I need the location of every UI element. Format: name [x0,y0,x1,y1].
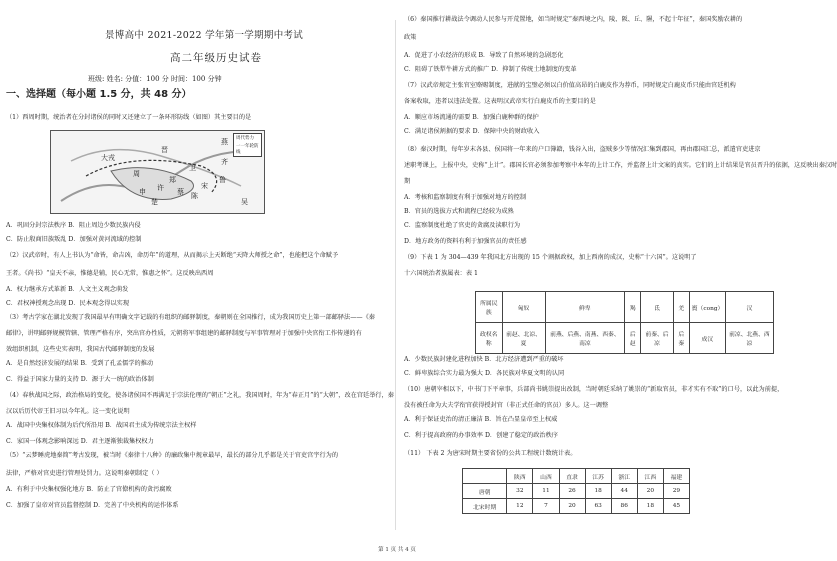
table2-row [463,499,690,514]
table2-cell: 20 [637,484,663,499]
table1-cell: 后秦 [673,323,689,354]
table1-cell: 前燕、后燕、南燕、西秦、南凉 [545,323,625,354]
question-line-q1a: A．巩固分封宗法秩序 B．阻止周边少数民族内侵 [6,222,141,229]
map-label-dayrong: 大戎 [101,154,115,162]
map-label-song: 宋 [201,182,208,190]
table2-cell: 86 [611,499,637,514]
table2-cell: 唐朝 [463,484,507,499]
question-line-q5b: 法律，严格对官吏进行管理处罚力。这说明秦朝制定（ ） [6,470,163,477]
question-line-q1: （1）西周时期，统治者在分封诸侯的同时又还建立了一条环形防线（如图）其主要目的是 [6,114,252,121]
table1-cell: 汉 [725,292,773,323]
school-title: 景博高中 2021-2022 学年第一学期期中考试 [105,30,304,41]
table2-cell: 44 [611,484,637,499]
table2-header-cell: 江苏 [585,469,611,484]
table-ethnic-regimes [475,291,774,354]
table2-cell: 29 [663,484,689,499]
question-line-q9d: C．鲜卑族综合实力最为强大 D．各民族对华夏文明的认同 [404,370,565,377]
question-line-q8e: B．官员的选拔方式和流程已经较为成熟 [404,208,514,215]
table2-cell: 7 [533,499,559,514]
question-line-q10: （10）唐朝宰相以下，中书门下平章事，兵部尚书姚崇提出改制，当时朝廷采纳了姚崇的“新取官员，非才实有不取”的口号，以此为前提， [404,386,784,393]
question-line-q4: （4）春秋战国之际，政治格局的变化，使各诸侯国不再满足于宗法伦理的“朝正”之礼，我国周时，年为“春正月”的“大朝”，改在宫廷举行，秦 [6,392,394,399]
question-line-q4c: A．战国中央集权体制为后代所沿用 B．战国君主成为传统宗法主权样 [6,422,197,429]
question-line-q4b: 汉以后历代帝王旧习以今年礼。这一变化说明 [6,408,130,415]
section-heading: 一、选择题（每小题 1.5 分，共 48 分） [6,89,192,100]
map-label-qi: 齐 [221,158,228,166]
map-label-wei: 卫 [189,164,196,172]
table2-header-cell: 陕西 [507,469,533,484]
question-line-q9c: A．少数民族封建化进程加快 B．北方经济遭到严重的破坏 [404,356,564,363]
question-line-q3e: C．得益于国家力量的支持 D．源于大一统的政治体制 [6,376,154,383]
right-column [404,0,837,540]
table1-cell: 前赵、北凉、夏 [502,323,545,354]
question-line-q8f: C．监察制度杜绝了官吏的贪腐及渎职行为 [404,222,521,229]
table2-cell: 20 [559,499,585,514]
question-line-q2: （2）汉武帝时，有人上书认为“命皆，命吉凶，命历年”的道理，从而揭示上天断绝“天降大师授之命”，也能把这个命赋予 [6,252,339,259]
exam-title: 高二年级历史试卷 [170,52,262,64]
question-line-q7: （7）汉武帝规定主张官室赂赐制度，进献的宝璧必须以白价值高昂的白鹿皮作为荐币，同时规定白鹿皮币只能由官廷机构 [404,82,736,89]
map-label-lu: 鲁 [219,176,226,184]
page-footer: 第 1 页 共 4 页 [378,547,416,553]
table2-header-cell: 福建 [663,469,689,484]
question-line-q8b: 述职考课上，上报中央，史称“上计”。郡国长官必须参加考察中本年的上计工作，并监督上计文案的真实。它们的上计结果是官员晋升的依据，这反映出秦汉时 [404,162,837,169]
map-label-shen: 申 [139,188,146,196]
table2-cell: 63 [585,499,611,514]
table1-cell: 成汉 [689,323,725,354]
question-line-q6c: A．促进了小农经济的形成 B．导致了自然环境的急剧恶化 [404,52,564,59]
question-line-q8g: D．地方政务的资料有利于加强官员的责任感 [404,238,527,245]
question-line-q2c: A．权力继承方式革新 B．人文主义观念萌发 [6,286,129,293]
map-label-yan: 燕 [221,138,228,146]
table2-header-cell: 江西 [637,469,663,484]
question-line-q7b: 备案收取，违者以违法处置。这表明汉武帝实行白鹿皮币的主要目的是 [404,98,596,105]
question-line-q8: （8）秦汉时期，每年岁末各县、侯国将一年来的户口簿籍，钱谷入出，盗贼多少等情况汇集到郡国，再由郡国汇总，派遣官吏进京 [404,146,761,153]
table1-cell: 賨（cong） [689,292,725,323]
table1-row [476,323,774,354]
table2-cell: 45 [663,499,689,514]
table1-cell: 氐 [641,292,673,323]
question-line-q10b: 没有被任命为大夫学衔官获得授封官（非正式任命的官员）多人。这一调整 [404,402,609,409]
table1-cell: 羌 [673,292,689,323]
table2-cell: 18 [637,499,663,514]
map-label-chen: 陈 [191,192,198,200]
map-label-cai: 蔡 [177,188,184,196]
info-line: 班级: 姓名: 分值：100 分 时间：100 分钟 [88,75,222,83]
table2-cell: 11 [533,484,559,499]
map-label-zheng: 郑 [169,176,176,184]
legend-title: 周代势力 [236,136,254,141]
question-line-q3d: A．是自然经济发展的结果 B．受到了孔孟儒学的推动 [6,360,154,367]
map-label-wu: 吴 [241,198,248,206]
table1-row [476,292,774,323]
table1-cell: 匈奴 [502,292,545,323]
question-line-q8c: 期 [404,178,411,185]
legend-line: 一一年轮防线 [236,144,259,155]
question-line-q9: （9）下表 1 为 304—439 年我国北方出现的 15 个割据政权，加上西南的成汉，史称“十六国”。这说明了 [404,254,697,261]
question-line-q7d: C．满足诸侯割据的要求 D．保障中央的财政收入 [404,128,540,135]
question-line-q3c: 效组织机制，这些史实表明，我国古代邮驿制度的发展 [6,346,155,353]
table2-row [463,484,690,499]
table1-cell: 政权名称 [476,323,503,354]
question-line-q7c: A．顺应市场流通的需要 B．加强白鹿种群的保护 [404,114,539,121]
table2-header-cell [463,469,507,484]
question-line-q11: （11） 下表 2 为唐宋时期主要省份的公共工程统计数统计表。 [404,450,577,457]
question-line-q1b: C．防止殷商旧族叛乱 D．加强对黄河流域的控制 [6,236,142,243]
question-line-q10c: A．利于保证吏治的清正廉洁 B．旨在凸显皇帝至上权威 [404,416,558,423]
map-label-jin: 晋 [161,146,168,154]
question-line-q3b: 邮律》，讲明邮驿规模管辖、管理严格有序，突出官办性质，元朝将军事组建的邮驿制度与军事管理对于加强中央官衔工作传递的有 [6,330,362,337]
question-line-q8d: A．考核和监察制度有利于加强对地方的控制 [404,194,527,201]
question-line-q6b: 政策 [404,34,417,41]
table2-cell: 18 [585,484,611,499]
table1-cell: 前秦、后凉 [641,323,673,354]
table2-header-cell: 直隶 [559,469,585,484]
map-label-chu: 楚 [151,198,158,206]
table2-cell: 12 [507,499,533,514]
question-line-q5c: A．有利于中央集权强化地方 B．防止了官僚机构的贪污腐败 [6,486,172,493]
question-line-q5: （5）“云梦睡虎地秦简”考古发现，被当时《秦律十八种》的廉政集中规章最早，最长的部分几乎都是关于官吏宫宇行为的 [6,452,339,459]
left-column [6,0,394,540]
question-line-q5d: C．加强了皇帝对官员监督控制 D．完善了中央机构的运作体系 [6,502,179,509]
question-line-q2b: 王者。《尚书》“皇天不亲，惟德是辅，民心无常，惟惠之怀”。这反映出西周 [6,270,214,277]
table2-cell: 北宋时期 [463,499,507,514]
column-divider [395,20,396,530]
table1-cell: 羯 [625,292,641,323]
question-line-q6: （6）秦国推行耕战法令调动人民参与开荒置地，如当时规定“秦西境之内，陵、阪、丘、隰，不起十年征”，秦国奖励农耕的 [404,16,743,23]
table2-cell: 32 [507,484,533,499]
table2-header-cell: 浙江 [611,469,637,484]
table2-header-row [463,469,690,484]
table1-cell: 后赵 [625,323,641,354]
table2-header-cell: 山西 [533,469,559,484]
question-line-q4d: C．家国一体观念影响深远 D．君主逐渐独裁集权权力 [6,438,154,445]
table2-cell: 26 [559,484,585,499]
question-line-q2d: C．君权神授观念出现 D．民本观念得以实现 [6,300,130,307]
table1-cell: 鲜卑 [545,292,625,323]
table-public-works [462,468,690,514]
question-line-q6d: C．阻碍了铁犁牛耕方式的推广 D．抑制了传统土地制度的变革 [404,66,577,73]
map-label-zhou: 周 [133,170,140,178]
table1-cell: 所属民族 [476,292,503,323]
question-line-q3: （3）考古学家在湖北发现了我国最早有明确文字记载的有组织的邮驿制度，秦朝则在全国推行，成为我国历史上第一部邮驿法——《秦 [6,314,375,321]
table1-cell: 前凉、北燕、西凉 [725,323,773,354]
map-label-xu: 许 [157,184,164,192]
question-line-q9b: 十六国统治者族属表：表 1 [404,270,478,277]
question-line-q10d: C．利于提高政府的办事效率 D．创建了稳定的政治秩序 [404,432,558,439]
map-legend [233,133,262,157]
